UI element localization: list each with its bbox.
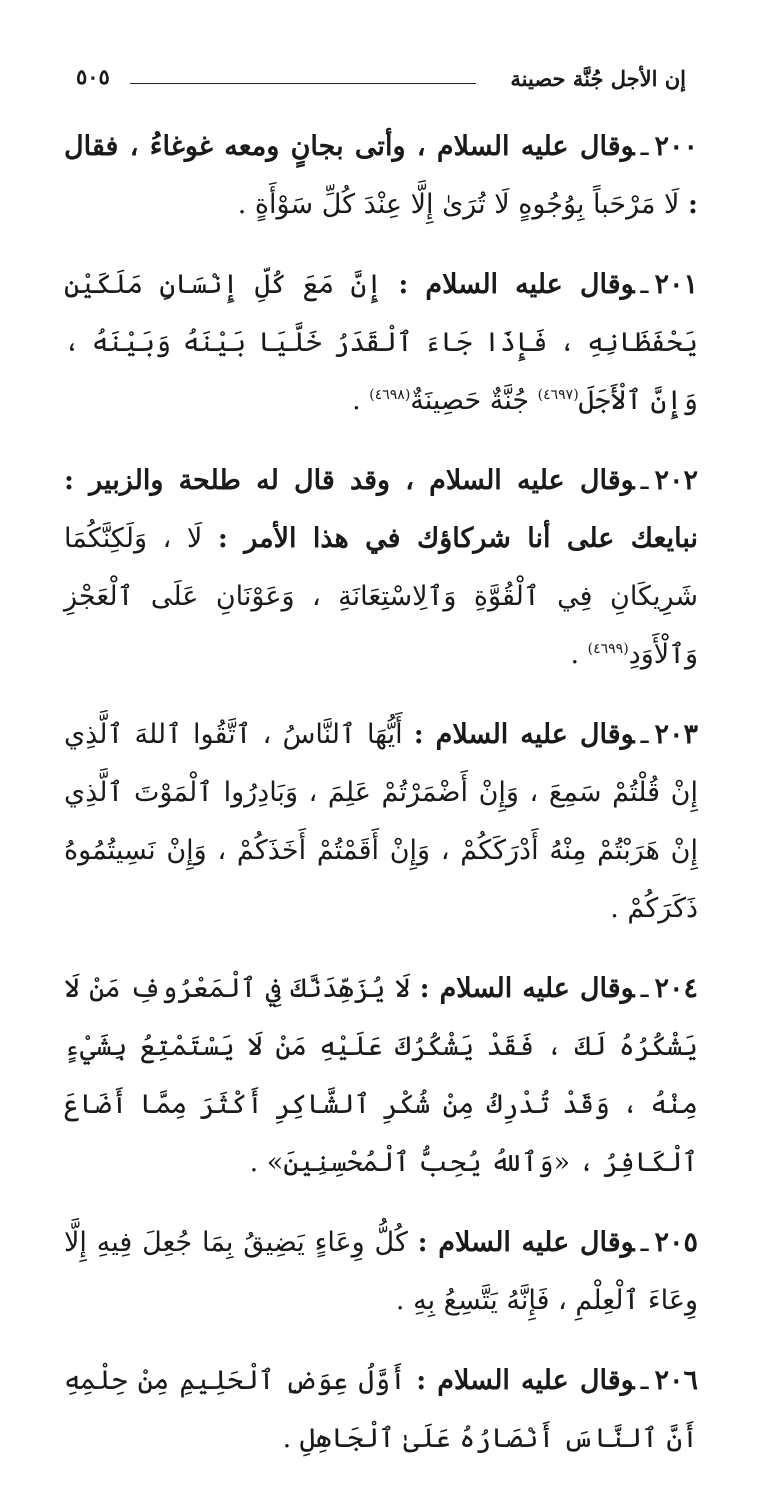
saying-text-continued: جُنَّةٌ حَصِينَةٌ [410,385,530,416]
saying-end: . [570,639,588,670]
header-rule [130,83,476,84]
footnote-marker: (٤٦٩٨) [369,387,411,403]
saying-text: كُلُّ وِعَاءٍ يَضِيقُ بِمَا جُعِلَ فِيهِ إِلَّا وِعَاءَ ٱلْعِلْمِ ، فَإِنَّهُ يَتَّسِعُ بِهِ . [64,1227,698,1316]
saying-intro: وقال عليه السلام : [419,973,635,1004]
saying-end: . [352,385,370,416]
saying-intro: وقال عليه السلام : [413,719,635,750]
saying-text: إِنَّ مَعَ كُلِّ إِنْسَانٍ مَلَكَيْنِ يَحْفَظَانِهِ ، فَإِذَا جَاءَ ٱلْقَدَرُ خَلَّيَا بَيْنَهُ وَبَيْنَهُ ، وَإِنَّ ٱلْأَجَلَ [64,269,698,416]
dash: ـ [640,269,649,300]
dash: ـ [640,131,649,162]
dash: ـ [640,719,649,750]
saying-204 [64,960,698,1192]
saying-text: لَا يُزَهِّدَنَّكَ فِي ٱلْمَعْرُوفِ مَنْ لَا يَشْكُرُهُ لَكَ ، فَقَدْ يَشْكُرُكَ عَلَيْهِ مَنْ لَا يَسْتَمْتِعُ بِشَيْءٍ مِنْهُ ، وَقَدْ تُدْرِكُ مِنْ شُكْرِ ٱلشَّاكِرِ أَكْثَرَ مِمَّا أَضَاعَ ٱلْكَافِرُ ، «وَٱللهُ يُحِبُّ ٱلْمُحْسِنِينَ» . [64,973,698,1178]
saying-intro: وقال عليه السلام : [416,1365,635,1396]
saying-number: ٢٠٣ [654,719,698,750]
saying-number: ٢٠٤ [654,973,698,1004]
saying-intro: وقال عليه السلام ، وأتى بجانٍ ومعه غوغاءُ ، فقال : [64,131,698,220]
saying-text: أَوَّلُ عِوَضِ ٱلْحَلِيمِ مِنْ حِلْمِهِ أَنَّ ٱلنَّاسَ أَنْصَارُهُ عَلَىٰ ٱلْجَاهِلِ . [64,1365,698,1454]
saying-text: لَا مَرْحَباً بِوُجُوهٍ لَا تُرَىٰ إِلَّا عِنْدَ كُلِّ سَوْأَةٍ . [237,189,680,220]
page-header [76,66,686,98]
saying-number: ٢٠٠ [654,131,698,162]
saying-number: ٢٠٦ [654,1365,699,1396]
saying-intro: وقال عليه السلام : [398,269,635,300]
saying-202 [64,452,698,684]
saying-203 [64,706,698,938]
saying-text: لَا ، وَلَكِنَّكُمَا شَرِيكَانِ فِي ٱلْقُوَّةِ وَٱلِاسْتِعَانَةِ ، وَعَوْنَانِ عَلَى ٱلْعَجْزِ وَٱلْأَوَدِ [64,523,698,670]
saying-intro: وقال عليه السلام ، وقد قال له طلحة والزبير : نبايعك على أنا شركاؤك في هذا الأمر : [64,465,698,554]
saying-206 [64,1352,698,1468]
dash: ـ [640,1227,649,1258]
page-number: ٥٠٥ [76,64,110,89]
saying-number: ٢٠٢ [654,465,698,496]
footnote-marker: (٤٦٩٧) [537,387,579,403]
saying-205 [64,1214,698,1330]
saying-number: ٢٠٥ [654,1227,699,1258]
footnote-marker: (٤٦٩٩) [587,641,629,657]
saying-text: أَيُّهَا ٱلنَّاسُ ، ٱتَّقُوا ٱللهَ ٱلَّذِي إِنْ قُلْتُمْ سَمِعَ ، وَإِنْ أَضْمَرْتُمْ عَلِمَ ، وَبَادِرُوا ٱلْمَوْتَ ٱلَّذِي إِنْ هَرَبْتُمْ مِنْهُ أَدْرَكَكُمْ ، وَإِنْ أَقَمْتُمْ أَخَذَكُمْ ، وَإِنْ نَسِيتُمُوهُ ذَكَرَكُمْ . [64,719,698,924]
dash: ـ [640,465,649,496]
saying-201 [64,256,698,430]
page-body [64,118,698,1490]
saying-number: ٢٠١ [654,269,698,300]
running-title: إن الأجل جُنَّة حصينة [510,66,686,91]
dash: ـ [640,973,649,1004]
saying-200 [64,118,698,234]
saying-intro: وقال عليه السلام : [417,1227,635,1258]
dash: ـ [640,1365,649,1396]
